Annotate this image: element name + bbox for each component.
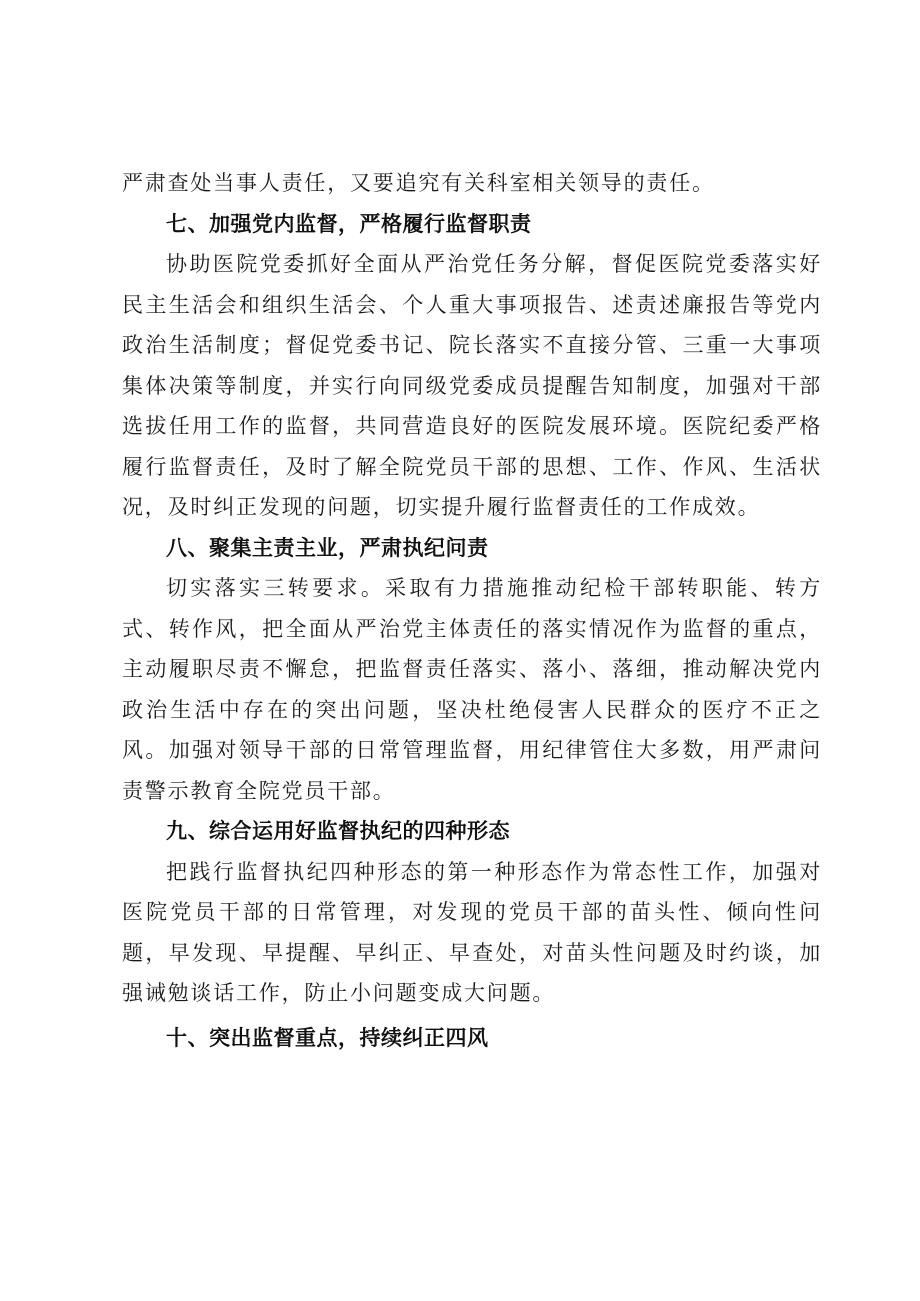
section-heading-7: 七、加强党内监督，严格履行监督职责 xyxy=(166,211,532,236)
section-heading-8: 八、聚集主责主业，严肃执纪问责 xyxy=(166,535,489,560)
section-body-7: 协助医院党委抓好全面从严治党任务分解，督促医院党委落实好民主生活会和组织生活会、个人重大事项报告、述责述廉报告等党内政治生活制度；督促党委书记、院长落实不直接分管、三重一大事项集体决策等制度，并实行向同级党委成员提醒告知制度，加强对干部选拔任用工作的监督，共同营造良好的医院发展环境。医院纪委严格履行监督责任，及时了解全院党员干部的思想、工作、作风、生活状况，及时纠正发现的问题，切实提升履行监督责任的工作成效。 xyxy=(122,252,822,519)
section-heading-10: 十、突出监督重点，持续纠正四风 xyxy=(166,1025,489,1050)
section-heading-9: 九、综合运用好监督执纪的四种形态 xyxy=(166,819,510,843)
continuation-paragraph: 严肃查处当事人责任，又要追究有关科室相关领导的责任。 xyxy=(122,171,715,195)
section-body-8: 切实落实三转要求。采取有力措施推动纪检干部转职能、转方式、转作风，把全面从严治党主体责任的落实情况作为监督的重点，主动履职尽责不懈怠，把监督责任落实、落小、落细，推动解决党内政治生活中存在的突出问题，坚决杜绝侵害人民群众的医疗不正之风。加强对领导干部的日常管理监督，用纪律管住大多数，用严肃问责警示教育全院党员干部。 xyxy=(122,576,822,803)
section-body-9: 把践行监督执纪四种形态的第一种形态作为常态性工作，加强对医院党员干部的日常管理，对发现的党员干部的苗头性、倾向性问题，早发现、早提醒、早纠正、早查处，对苗头性问题及时约谈，加强诫勉谈话工作，防止小问题变成大问题。 xyxy=(122,859,822,1005)
document-body xyxy=(122,163,822,1058)
